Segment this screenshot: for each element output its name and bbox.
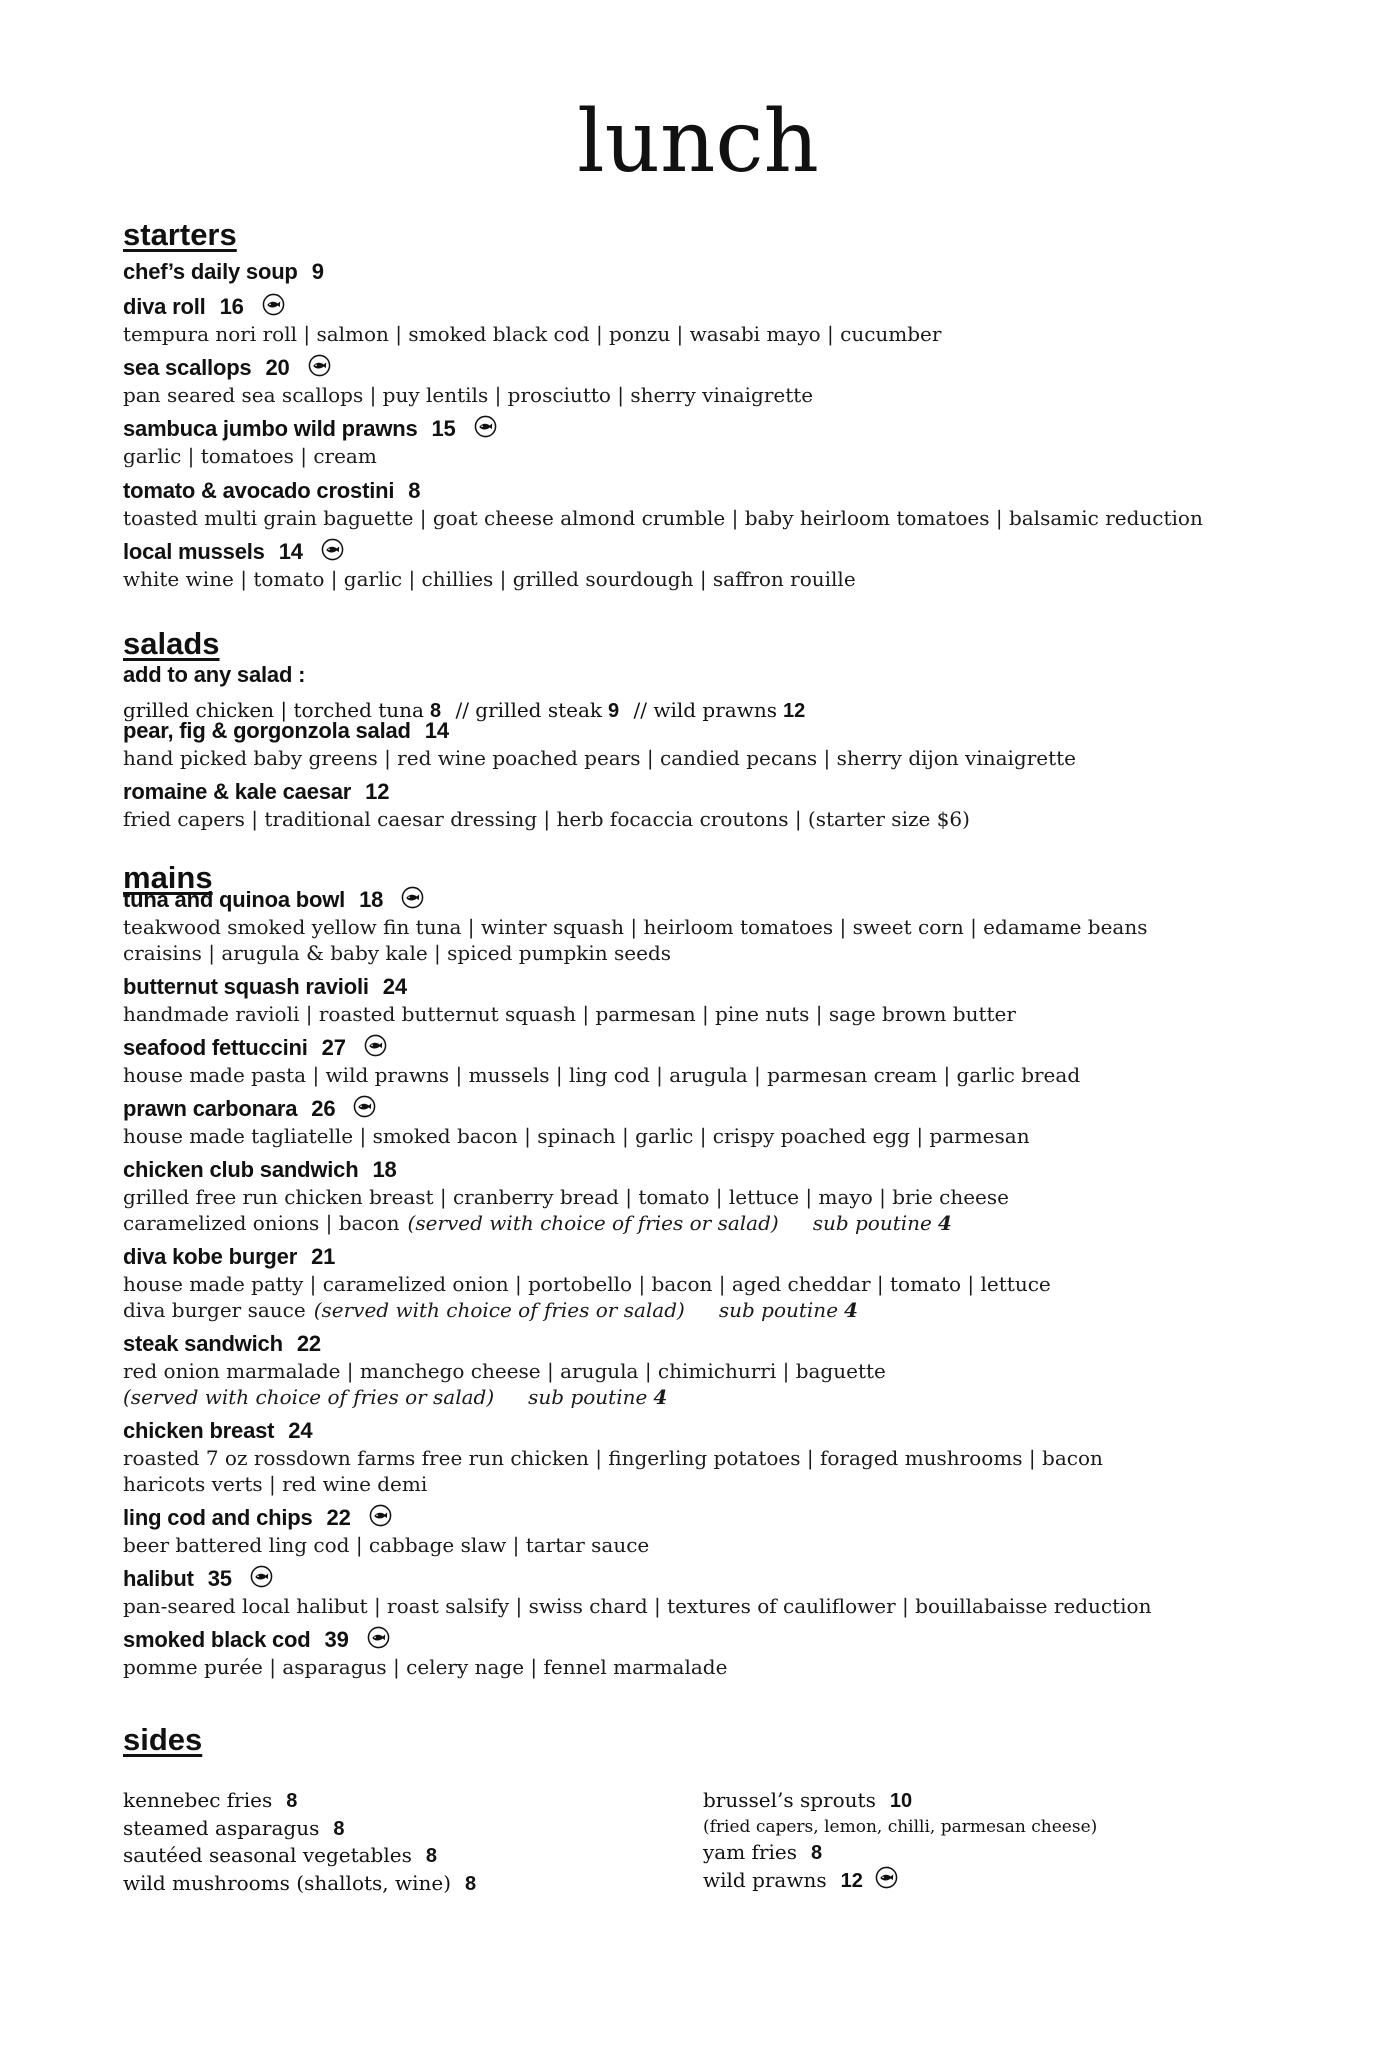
menu-item-chef-s-daily-soup	[123, 257, 1303, 286]
item-description: house made tagliatelle | smoked bacon | spinach | garlic | crispy poached egg | parmesan	[123, 1124, 1030, 1148]
menu-item-tomato-avocado-crostini	[123, 476, 1303, 531]
side-item-yam-fries: yam fries 8	[703, 1839, 823, 1864]
item-description-continued: haricots verts | red wine demi	[123, 1472, 428, 1496]
fish-icon	[875, 1866, 898, 1889]
side-item-wild-prawns: wild prawns 12	[703, 1866, 1097, 1895]
item-name: seafood fettuccini	[123, 1035, 308, 1060]
fish-icon	[321, 538, 344, 561]
item-description: grilled free run chicken breast | cranberry bread | tomato | lettuce | mayo | brie cheese	[123, 1185, 1009, 1209]
item-price: 39	[324, 1627, 349, 1652]
menu-item-diva-kobe-burger	[123, 1242, 1303, 1323]
item-price: 21	[311, 1244, 336, 1269]
item-name: sambuca jumbo wild prawns	[123, 416, 418, 441]
item-name: ling cod and chips	[123, 1505, 313, 1530]
menu-item-steak-sandwich	[123, 1329, 1303, 1410]
side-item-brussel-s-sprouts: brussel’s sprouts 10	[703, 1788, 913, 1812]
fish-icon	[308, 354, 331, 377]
fish-icon	[369, 1504, 392, 1527]
item-price: 22	[296, 1331, 321, 1356]
menu-item-halibut	[123, 1564, 1303, 1619]
item-price: 14	[278, 539, 303, 564]
section-heading-sides: sides	[123, 1722, 203, 1757]
item-description: fried capers | traditional caesar dressing | herb focaccia croutons | (starter size $6)	[123, 807, 970, 831]
item-name: chef’s daily soup	[123, 259, 298, 284]
fish-icon	[367, 1626, 390, 1649]
item-description: hand picked baby greens | red wine poached pears | candied pecans | sherry dijon vinaigrette	[123, 746, 1077, 770]
menu-item-butternut-squash-ravioli	[123, 972, 1303, 1027]
menu-item-seafood-fettuccini	[123, 1033, 1303, 1088]
item-price: 14	[424, 718, 449, 743]
sub-poutine-note: sub poutine 4	[718, 1298, 858, 1322]
item-description: pomme purée | asparagus | celery nage | fennel marmalade	[123, 1655, 728, 1679]
fish-icon	[353, 1095, 376, 1118]
item-name: chicken club sandwich	[123, 1157, 359, 1182]
item-price: 20	[265, 355, 290, 380]
item-description: pan seared sea scallops | puy lentils | prosciutto | sherry vinaigrette	[123, 383, 814, 407]
menu-item-sambuca-jumbo-wild-prawns	[123, 414, 1303, 469]
item-name: local mussels	[123, 539, 265, 564]
item-description-continued: diva burger sauce (served with choice of fries or salad) sub poutine 4	[123, 1298, 858, 1322]
item-description: house made pasta | wild prawns | mussels | ling cod | arugula | parmesan cream | garlic bread	[123, 1063, 1081, 1087]
item-description: toasted multi grain baguette | goat cheese almond crumble | baby heirloom tomatoes | balsamic reduction	[123, 506, 1203, 530]
item-price: 15	[431, 416, 456, 441]
item-name: tomato & avocado crostini	[123, 478, 395, 503]
item-description-continued: caramelized onions | bacon (served with choice of fries or salad) sub poutine 4	[123, 1211, 952, 1235]
served-with-note: (served with choice of fries or salad)	[123, 1385, 495, 1409]
item-description-continued	[123, 1384, 1303, 1410]
item-name: prawn carbonara	[123, 1096, 298, 1121]
menu-item-chicken-breast	[123, 1416, 1303, 1497]
fish-icon	[364, 1034, 387, 1057]
fish-icon	[250, 1565, 273, 1588]
menu-item-prawn-carbonara	[123, 1094, 1303, 1149]
served-with-note: (served with choice of fries or salad)	[313, 1298, 685, 1322]
side-item-steamed-asparagus: steamed asparagus 8	[123, 1815, 345, 1840]
fish-icon	[401, 886, 424, 909]
item-price: 12	[365, 779, 390, 804]
item-price: 18	[372, 1157, 397, 1182]
item-description: house made patty | caramelized onion | portobello | bacon | aged cheddar | tomato | lettuce	[123, 1272, 1051, 1296]
salad-addon-label: add to any salad :	[123, 662, 306, 687]
menu-item-chicken-club-sandwich	[123, 1155, 1303, 1236]
item-price: 26	[311, 1096, 336, 1121]
side-item-saut-ed-seasonal-vegetables: sautéed seasonal vegetables 8	[123, 1843, 437, 1867]
side-item-kennebec-fries: kennebec fries 8	[123, 1788, 298, 1812]
item-name: halibut	[123, 1566, 194, 1591]
item-name: butternut squash ravioli	[123, 974, 369, 999]
menu-item-ling-cod-and-chips	[123, 1503, 1303, 1558]
item-description: handmade ravioli | roasted butternut squash | parmesan | pine nuts | sage brown butter	[123, 1002, 1016, 1026]
salad-addon-options: grilled chicken | torched tuna 8 // grilled steak 9 // wild prawns 12	[123, 698, 806, 722]
menu-item-local-mussels	[123, 537, 1303, 592]
item-description: tempura nori roll | salmon | smoked black cod | ponzu | wasabi mayo | cucumber	[123, 322, 942, 346]
item-price: 27	[321, 1035, 346, 1060]
item-price: 16	[219, 294, 244, 319]
item-description: white wine | tomato | garlic | chillies | grilled sourdough | saffron rouille	[123, 567, 856, 591]
item-description: teakwood smoked yellow fin tuna | winter squash | heirloom tomatoes | sweet corn | edamame beans	[123, 915, 1148, 939]
fish-icon	[474, 415, 497, 438]
item-price: 8	[408, 478, 421, 503]
item-description-continued: craisins | arugula & baby kale | spiced pumpkin seeds	[123, 941, 672, 965]
sub-poutine-note: sub poutine 4	[528, 1385, 668, 1409]
sides-left-column	[123, 1787, 476, 1897]
item-price: 18	[359, 887, 384, 912]
item-name: romaine & kale caesar	[123, 779, 352, 804]
sub-poutine-note: sub poutine 4	[812, 1211, 952, 1235]
item-price: 35	[207, 1566, 232, 1591]
item-name: tuna and quinoa bowl	[123, 887, 346, 912]
item-name: diva kobe burger	[123, 1244, 298, 1269]
menu-item-romaine-kale-caesar	[123, 777, 1303, 832]
item-description: pan-seared local halibut | roast salsify | swiss chard | textures of cauliflower | bouillabaisse reduction	[123, 1594, 1152, 1618]
menu-item-sea-scallops	[123, 353, 1303, 408]
side-item-note: (fried capers, lemon, chilli, parmesan cheese)	[703, 1816, 1098, 1837]
item-price: 24	[288, 1418, 313, 1443]
item-description: garlic | tomatoes | cream	[123, 444, 377, 468]
section-heading-salads: salads	[123, 626, 220, 661]
sides-right-column	[703, 1787, 1097, 1895]
item-description: beer battered ling cod | cabbage slaw | tartar sauce	[123, 1533, 650, 1557]
menu-item-smoked-black-cod	[123, 1625, 1303, 1680]
side-item-wild-mushrooms-shallots-wine: wild mushrooms (shallots, wine) 8	[123, 1870, 477, 1895]
item-name: chicken breast	[123, 1418, 275, 1443]
item-price: 22	[326, 1505, 351, 1530]
item-name: smoked black cod	[123, 1627, 311, 1652]
fish-icon	[262, 293, 285, 316]
item-name: pear, fig & gorgonzola salad	[123, 718, 411, 743]
item-description: red onion marmalade | manchego cheese | arugula | chimichurri | baguette	[123, 1359, 886, 1383]
page-title: lunch	[577, 92, 819, 192]
item-name: sea scallops	[123, 355, 252, 380]
item-price: 9	[311, 259, 324, 284]
item-name: diva roll	[123, 294, 206, 319]
served-with-note: (served with choice of fries or salad)	[407, 1211, 779, 1235]
section-heading-starters: starters	[123, 217, 237, 252]
menu-item-diva-roll	[123, 292, 1303, 347]
item-description: roasted 7 oz rossdown farms free run chicken | fingerling potatoes | foraged mushrooms | bacon	[123, 1446, 1103, 1470]
item-name: steak sandwich	[123, 1331, 283, 1356]
menu-item-pear-fig-gorgonzola-salad	[123, 716, 1303, 771]
menu-item-tuna-and-quinoa-bowl	[123, 885, 1303, 966]
item-price: 24	[382, 974, 407, 999]
section-heading-mains: mains	[123, 860, 213, 895]
